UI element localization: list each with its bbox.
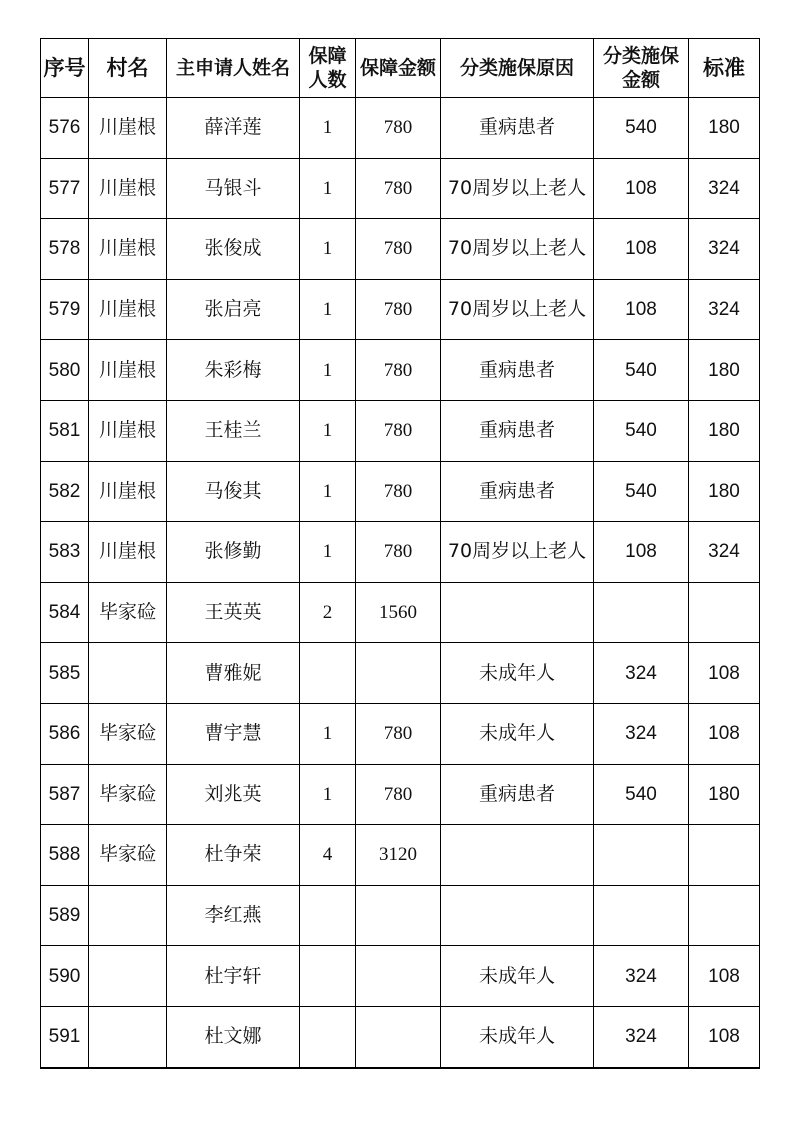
cell-village [89,885,167,946]
cell-class-amount: 324 [594,703,689,764]
cell-reason [441,885,594,946]
table-row [41,1006,760,1067]
cell-amount: 780 [356,400,441,461]
cell-amount: 780 [356,703,441,764]
cell-village: 毕家硷 [89,764,167,825]
cell-village [89,1006,167,1067]
cell-class-amount [594,825,689,886]
cell-serial: 582 [41,461,89,522]
cell-standard: 324 [689,158,760,219]
cell-standard: 108 [689,703,760,764]
cell-village: 川崖根 [89,461,167,522]
table-row [41,946,760,1007]
cell-applicant: 曹宇慧 [167,703,300,764]
cell-reason: 重病患者 [441,400,594,461]
cell-applicant: 张启亮 [167,279,300,340]
cell-count: 1 [300,98,356,159]
cell-amount: 780 [356,461,441,522]
cell-reason: 未成年人 [441,643,594,704]
cell-reason: 重病患者 [441,764,594,825]
cell-reason: 70周岁以上老人 [441,219,594,280]
cell-class-amount: 540 [594,764,689,825]
cell-standard: 180 [689,340,760,401]
cell-count: 4 [300,825,356,886]
cell-applicant: 王英英 [167,582,300,643]
cell-applicant: 朱彩梅 [167,340,300,401]
cell-count: 1 [300,522,356,583]
cell-applicant: 薛洋莲 [167,98,300,159]
cell-applicant: 马银斗 [167,158,300,219]
cell-serial: 588 [41,825,89,886]
cell-class-amount: 540 [594,461,689,522]
cell-amount: 1560 [356,582,441,643]
cell-applicant: 杜文娜 [167,1006,300,1067]
cell-applicant: 李红燕 [167,885,300,946]
header-standard: 标准 [689,39,760,98]
cell-amount [356,946,441,1007]
cell-count: 1 [300,340,356,401]
cell-amount [356,643,441,704]
cell-amount: 780 [356,340,441,401]
cell-village: 川崖根 [89,400,167,461]
table-row [41,885,760,946]
cell-applicant: 曹雅妮 [167,643,300,704]
cell-standard: 324 [689,522,760,583]
cell-standard: 324 [689,219,760,280]
cell-class-amount: 540 [594,400,689,461]
cell-village: 毕家硷 [89,582,167,643]
table-row [41,400,760,461]
cell-count: 1 [300,703,356,764]
cell-applicant: 杜争荣 [167,825,300,886]
cell-count [300,1006,356,1067]
cell-count [300,885,356,946]
cell-serial: 581 [41,400,89,461]
cell-standard: 180 [689,764,760,825]
table-row [41,158,760,219]
cell-class-amount [594,582,689,643]
cell-amount: 780 [356,522,441,583]
cell-applicant: 张俊成 [167,219,300,280]
cell-reason [441,825,594,886]
table-row [41,643,760,704]
cell-reason: 未成年人 [441,946,594,1007]
cell-standard: 108 [689,946,760,1007]
cell-count: 1 [300,400,356,461]
cell-serial: 590 [41,946,89,1007]
cell-applicant: 马俊其 [167,461,300,522]
cell-village: 川崖根 [89,158,167,219]
table-row [41,522,760,583]
cell-reason: 未成年人 [441,1006,594,1067]
cell-class-amount: 108 [594,522,689,583]
cell-serial: 578 [41,219,89,280]
cell-standard: 108 [689,1006,760,1067]
table-row [41,764,760,825]
table-row [41,461,760,522]
cell-village [89,946,167,1007]
cell-amount [356,885,441,946]
cell-village: 毕家硷 [89,703,167,764]
cell-village: 川崖根 [89,98,167,159]
cell-serial: 579 [41,279,89,340]
cell-reason: 70周岁以上老人 [441,158,594,219]
cell-class-amount: 540 [594,98,689,159]
cell-count: 1 [300,279,356,340]
cell-standard: 324 [689,279,760,340]
table-row [41,582,760,643]
table-row [41,340,760,401]
cell-reason: 未成年人 [441,703,594,764]
cell-serial: 586 [41,703,89,764]
cell-class-amount: 324 [594,643,689,704]
cell-village: 毕家硷 [89,825,167,886]
cell-class-amount: 540 [594,340,689,401]
cell-reason: 重病患者 [441,340,594,401]
cell-reason: 70周岁以上老人 [441,522,594,583]
cell-village: 川崖根 [89,279,167,340]
cell-village: 川崖根 [89,522,167,583]
cell-amount: 780 [356,158,441,219]
cell-amount: 780 [356,764,441,825]
cell-standard: 180 [689,98,760,159]
cell-class-amount: 324 [594,946,689,1007]
cell-standard: 108 [689,643,760,704]
cell-class-amount: 324 [594,1006,689,1067]
header-serial: 序号 [41,39,89,98]
cell-reason: 70周岁以上老人 [441,279,594,340]
cell-count [300,946,356,1007]
cell-count: 1 [300,461,356,522]
cell-serial: 589 [41,885,89,946]
cell-serial: 576 [41,98,89,159]
cell-standard: 180 [689,400,760,461]
cell-count: 1 [300,158,356,219]
cell-reason: 重病患者 [441,98,594,159]
cell-village: 川崖根 [89,219,167,280]
cell-class-amount [594,885,689,946]
table-row [41,98,760,159]
cell-applicant: 张修勤 [167,522,300,583]
cell-standard [689,885,760,946]
table-row [41,825,760,886]
header-count: 保障人数 [300,39,356,98]
cell-amount [356,1006,441,1067]
cell-serial: 577 [41,158,89,219]
table-row [41,703,760,764]
relief-table [40,38,760,1069]
cell-serial: 587 [41,764,89,825]
cell-serial: 580 [41,340,89,401]
header-class-amount: 分类施保金额 [594,39,689,98]
cell-count: 2 [300,582,356,643]
cell-serial: 591 [41,1006,89,1067]
cell-amount: 780 [356,219,441,280]
cell-standard [689,582,760,643]
cell-village: 川崖根 [89,340,167,401]
cell-class-amount: 108 [594,219,689,280]
cell-applicant: 杜宇轩 [167,946,300,1007]
cell-standard: 180 [689,461,760,522]
cell-applicant: 王桂兰 [167,400,300,461]
cell-serial: 584 [41,582,89,643]
cell-count [300,643,356,704]
header-amount: 保障金额 [356,39,441,98]
cell-village [89,643,167,704]
header-applicant: 主申请人姓名 [167,39,300,98]
cell-amount: 780 [356,98,441,159]
cell-reason: 重病患者 [441,461,594,522]
cell-class-amount: 108 [594,158,689,219]
table-row [41,279,760,340]
cell-class-amount: 108 [594,279,689,340]
cell-count: 1 [300,219,356,280]
header-reason: 分类施保原因 [441,39,594,98]
cell-count: 1 [300,764,356,825]
cell-applicant: 刘兆英 [167,764,300,825]
cell-reason [441,582,594,643]
cell-amount: 3120 [356,825,441,886]
header-row [41,39,760,98]
cell-serial: 585 [41,643,89,704]
header-village: 村名 [89,39,167,98]
cell-amount: 780 [356,279,441,340]
cell-serial: 583 [41,522,89,583]
table-row [41,219,760,280]
table-body [41,98,760,1068]
cell-standard [689,825,760,886]
